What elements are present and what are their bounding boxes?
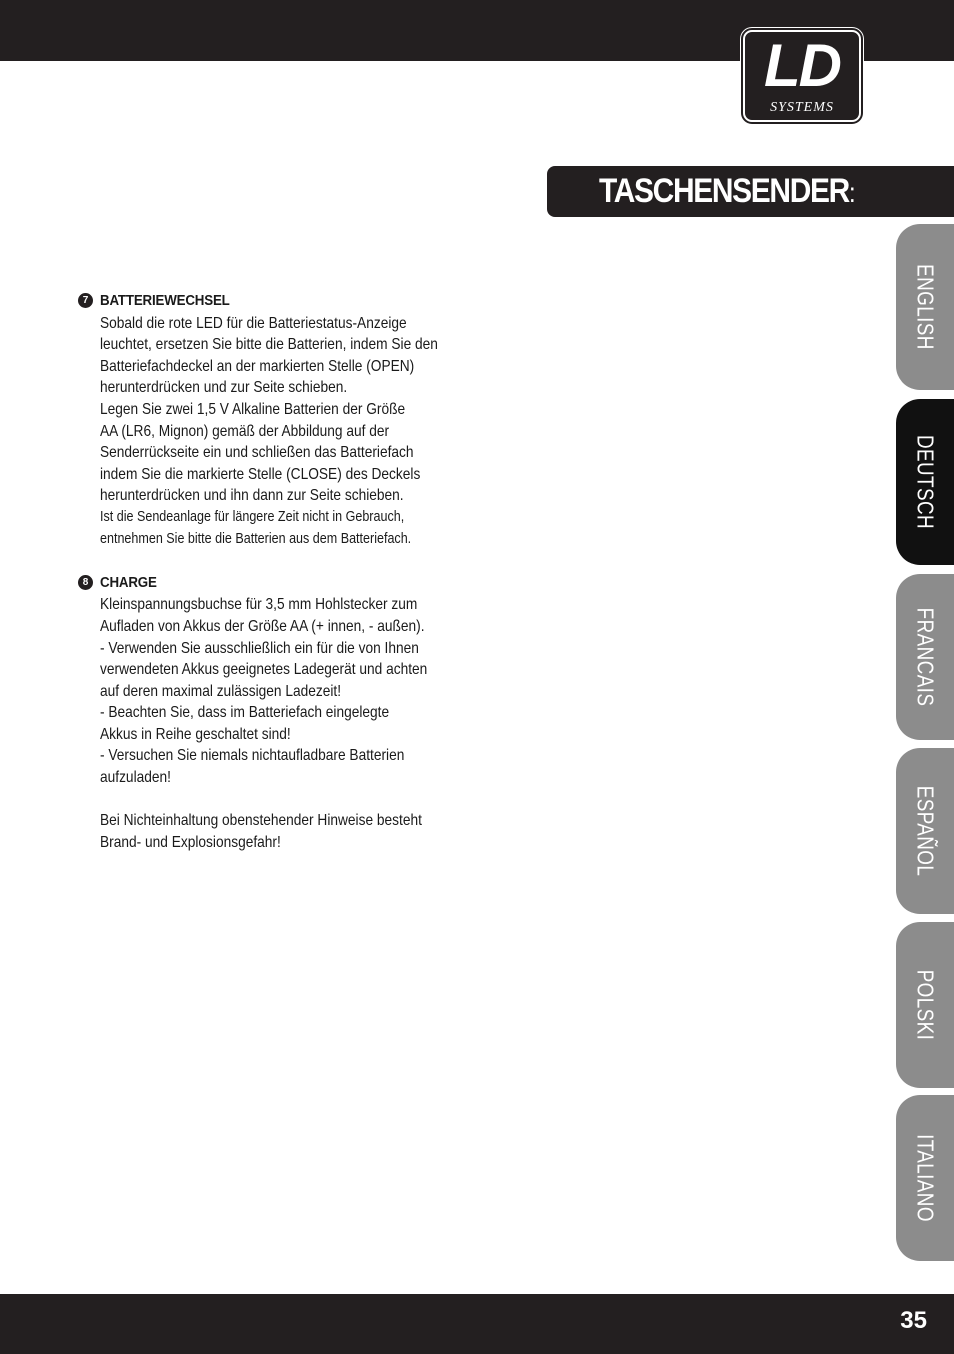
paragraph-line: herunterdrücken und ihn dann zur Seite schieben. [100,487,404,505]
section-title-colon: : [848,177,856,208]
logo-subtext: SYSTEMS [770,100,834,115]
tab-polski-label: POLSKI [912,969,939,1041]
tab-deutsch[interactable] [896,399,954,565]
paragraph-line: Kleinspannungsbuchse für 3,5 mm Hohlstecker zum [100,596,418,614]
section-batteriewechsel [78,290,478,550]
paragraph-line: Sobald die rote LED für die Batteriestatus-Anzeige [100,314,407,332]
paragraph-line: indem Sie die markierte Stelle (CLOSE) des Deckels [100,465,421,483]
section-title [599,171,856,213]
paragraph-line: Akkus in Reihe geschaltet sind! [100,725,291,743]
paragraph-line: Batteriefachdeckel an der markierten Stelle (OPEN) [100,357,415,375]
paragraph-line: - Verwenden Sie ausschließlich ein für die von Ihnen [100,639,419,657]
section-number-badge: 7 [78,293,93,308]
main-content [78,290,478,853]
tab-english[interactable] [896,224,954,390]
paragraph-line: - Versuchen Sie niemals nichtaufladbare Batterien [100,747,405,765]
paragraph-line: - Beachten Sie, dass im Batteriefach eingelegte [100,704,390,722]
paragraph-line: Bei Nichteinhaltung obenstehender Hinweise besteht [100,812,422,830]
paragraph-line: entnehmen Sie bitte die Batterien aus dem Batteriefach. [100,530,412,547]
tab-deutsch-label: DEUTSCH [912,434,939,530]
tab-francais-label: FRANCAIS [912,607,939,707]
tab-francais[interactable] [896,574,954,740]
section-number-badge: 8 [78,575,93,590]
paragraph-line: Senderrückseite ein und schließen das Batteriefach [100,444,414,462]
paragraph-line: auf deren maximal zulässigen Ladezeit! [100,682,342,700]
section-spacer [78,550,478,572]
paragraph-line: AA (LR6, Mignon) gemäß der Abbildung auf der [100,422,390,440]
paragraph-line: herunterdrücken und zur Seite schieben. [100,379,348,397]
ld-systems-logo [740,27,864,125]
paragraph-line: verwendeten Akkus geeignetes Ladegerät und achten [100,661,428,679]
paragraph-line: aufzuladen! [100,769,171,787]
tab-polski[interactable] [896,922,954,1088]
page-number: 35 [900,1307,927,1334]
section-title-text: TASCHENSENDER [599,172,849,210]
paragraph-line: Legen Sie zwei 1,5 V Alkaline Batterien der Größe [100,400,406,418]
logo-text: LD [764,32,840,99]
section-charge [78,572,478,854]
paragraph-line: Aufladen von Akkus der Größe AA (+ innen, - außen). [100,617,425,635]
paragraph-line: Brand- und Explosionsgefahr! [100,833,281,851]
section-title-bar [547,166,954,217]
tab-espanol-label: ESPAÑOL [912,785,939,877]
tab-english-label: ENGLISH [912,264,939,350]
paragraph-line-blank [100,789,433,811]
tab-italiano-label: ITALIANO [912,1134,939,1222]
tab-espanol[interactable] [896,748,954,914]
tab-italiano[interactable] [896,1095,954,1261]
logo-badge [743,30,861,122]
paragraph-line: leuchtet, ersetzen Sie bitte die Batterien, indem Sie den [100,336,438,354]
bottom-bar [0,1294,954,1354]
paragraph-line: Ist die Sendeanlage für längere Zeit nicht in Gebrauch, [100,508,405,525]
section-heading: BATTERIEWECHSEL [100,293,230,309]
section-heading: CHARGE [100,574,157,591]
